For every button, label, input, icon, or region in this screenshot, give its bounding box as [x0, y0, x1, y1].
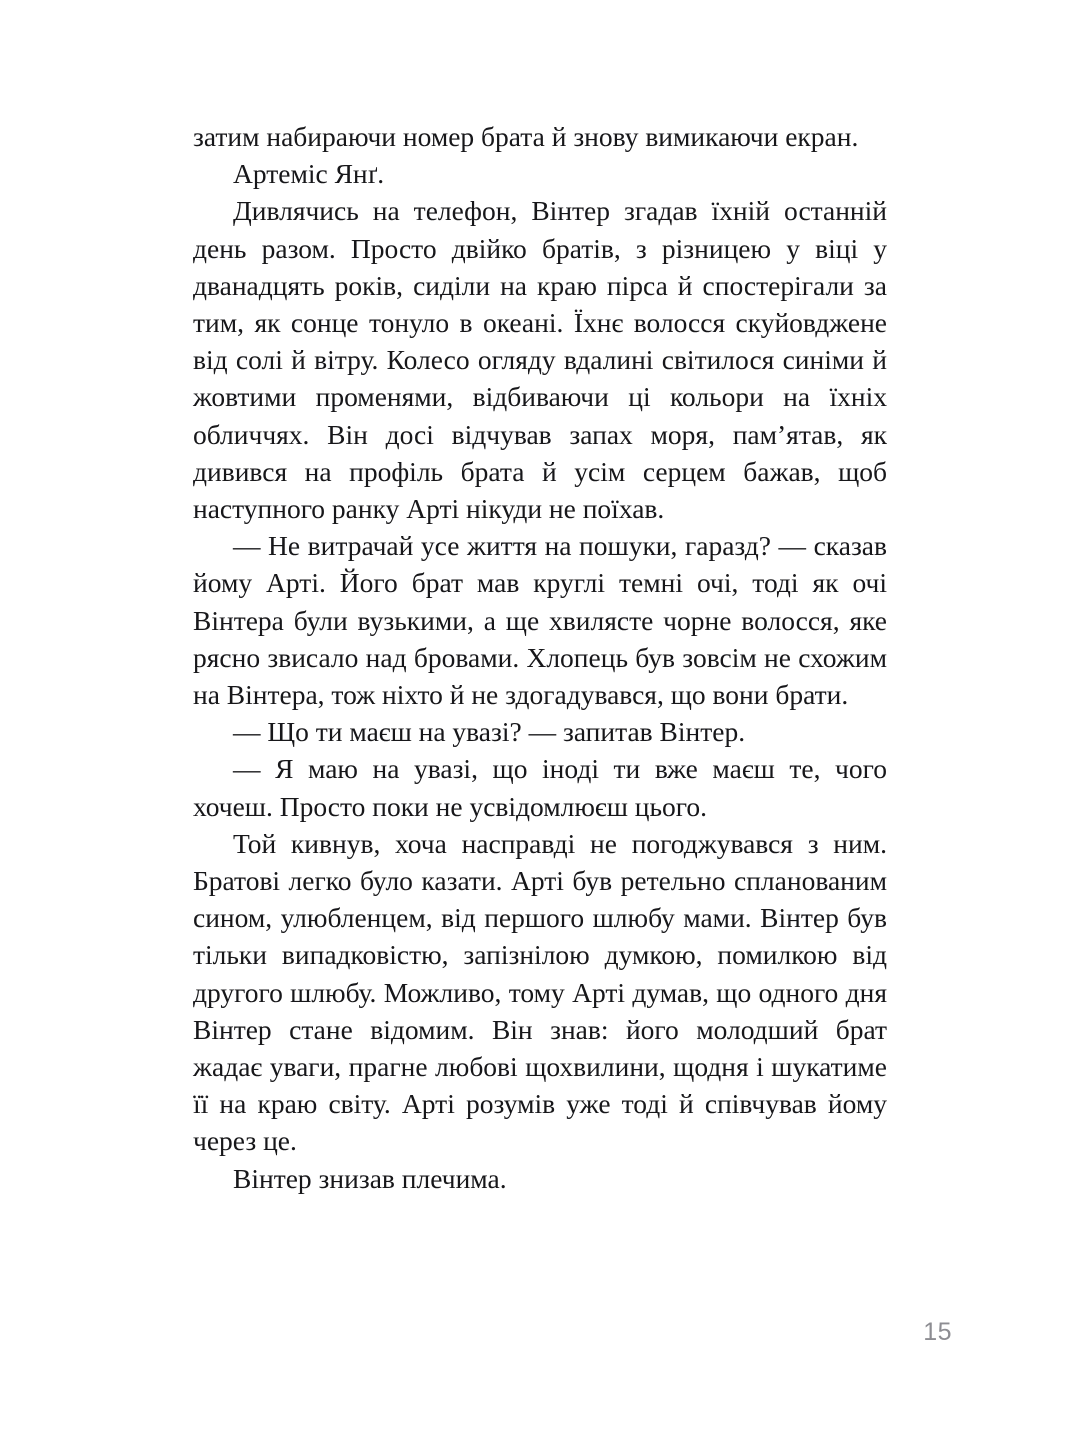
paragraph: — Я маю на увазі, що іноді ти вже маєш те, чого хочеш. Просто поки не усвідомлюєш цього.	[193, 753, 887, 822]
paragraph: — Що ти маєш на увазі? — запитав Вінтер.	[233, 716, 746, 748]
paragraph: Вінтер знизав плечима.	[233, 1162, 507, 1194]
page-text-block	[193, 118, 887, 1197]
paragraph: затим набираючи номер брата й знову вимикаючи екран.	[193, 121, 859, 152]
page-number: 15	[923, 1318, 952, 1346]
paragraph: Той кивнув, хоча насправді не погоджувався з ним. Братові легко було казати. Арті був ретельно спланованим сином, улюбленцем, від першого шлюбу мами. Вінтер був тільки випадковістю, запізнілою думкою, помилкою від другого шлюбу. Можливо, тому Арті думав, що одного дня Вінтер стане відомим. Він знав: його молодший брат жадає уваги, прагне любові щохвилини, щодня і шукатиме її на краю світу. Арті розумів уже тоді й співчував йому через це.	[193, 827, 887, 1157]
paragraph: — Не витрачай усе життя на пошуки, гаразд? — сказав йому Арті. Його брат мав круглі темні очі, тоді як очі Вінтера були вузькими, а ще хвилясте чорне волосся, яке рясно звисало над бровами. Хлопець був зовсім не схожим на Вінтера, тож ніхто й не здогадувався, що вони брати.	[193, 530, 887, 711]
paragraph: Артеміс Янґ.	[233, 158, 385, 190]
paragraph: Дивлячись на телефон, Вінтер згадав їхній останній день разом. Просто двійко братів, з різницею у віці у дванадцять років, сиділи на краю пірса й спостерігали за тим, як сонце тонуло в океані. Їхнє волосся скуйовджене від солі й вітру. Колесо огляду вдалині світилося синіми й жовтими променями, відбиваючи ці кольори на їхніх обличчях. Він досі відчував запах моря, пам’ятав, як дивився на профіль брата й усім серцем бажав, щоб наступного ранку Арті нікуди не поїхав.	[193, 195, 887, 525]
